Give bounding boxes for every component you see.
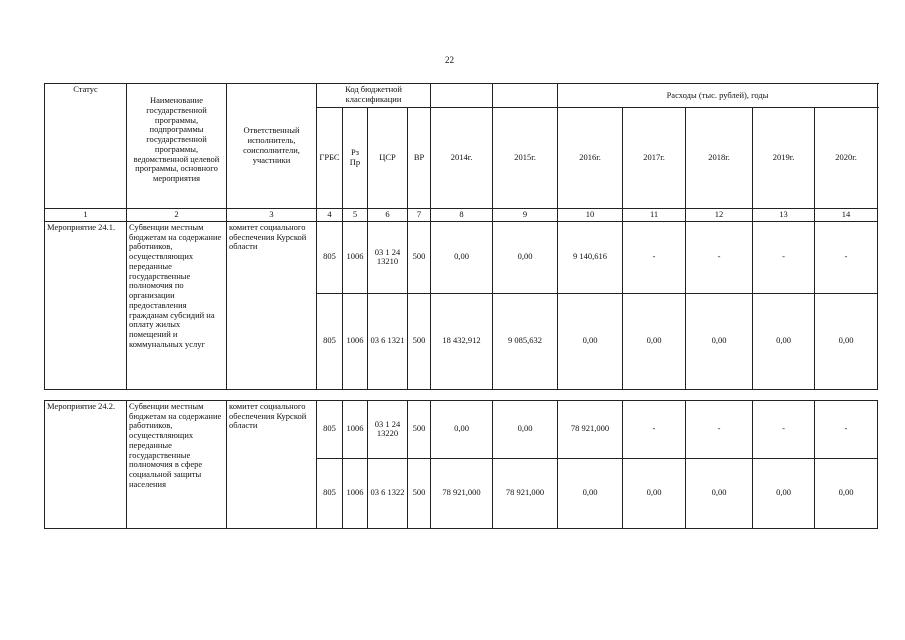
measure-responsible: комитет социального обеспечения Курской области: [227, 221, 317, 389]
table-row: [45, 400, 878, 458]
cell-grbs: 805: [317, 400, 343, 458]
cell-value: 0,00: [623, 458, 686, 528]
header-year: 2015г.: [493, 108, 558, 209]
header-year: 2016г.: [558, 108, 623, 209]
cell-value: 9 140,616: [558, 221, 623, 293]
page-number: 22: [445, 55, 454, 65]
header-program-name: Наименование государственной программы, подпрограммы государственной программы, ведомственной целевой программы, основного мероприятия: [127, 84, 227, 209]
cell-value: 78 921,000: [431, 458, 493, 528]
cell-value: -: [686, 221, 753, 293]
spacer-cell: [45, 389, 878, 400]
column-number: 11: [623, 209, 686, 222]
measure-name: Субвенции местным бюджетам на содержание работников, осуществляющих переданные государственные полномочия по организации предоставления гражданам субсидий на оплату жилых помещений и коммунальных услуг: [127, 221, 227, 389]
cell-value: 78 921,000: [558, 400, 623, 458]
column-number: 9: [493, 209, 558, 222]
header-year: 2018г.: [686, 108, 753, 209]
header-empty-1: [431, 84, 493, 108]
cell-value: -: [815, 221, 878, 293]
column-number: 4: [317, 209, 343, 222]
cell-value: 9 085,632: [493, 293, 558, 389]
header-csr: ЦСР: [368, 108, 408, 209]
header-year: 2014г.: [431, 108, 493, 209]
cell-vr: 500: [408, 293, 431, 389]
cell-grbs: 805: [317, 458, 343, 528]
measure-responsible: комитет социального обеспечения Курской области: [227, 400, 317, 528]
header-budget-code: Код бюджетной классификации: [317, 84, 431, 108]
table-row: [45, 221, 878, 293]
column-number-row: [45, 209, 878, 222]
cell-value: -: [623, 221, 686, 293]
cell-value: 0,00: [431, 400, 493, 458]
header-expenses: Расходы (тыс. рублей), годы: [558, 84, 878, 108]
cell-value: 0,00: [493, 221, 558, 293]
cell-grbs: 805: [317, 221, 343, 293]
measure-status: Мероприятие 24.2.: [45, 400, 127, 528]
measure-status: Мероприятие 24.1.: [45, 221, 127, 389]
cell-csr: 03 6 1321: [368, 293, 408, 389]
cell-grbs: 805: [317, 293, 343, 389]
cell-value: 78 921,000: [493, 458, 558, 528]
cell-value: 0,00: [623, 293, 686, 389]
column-number: 1: [45, 209, 127, 222]
column-number: 14: [815, 209, 878, 222]
cell-vr: 500: [408, 458, 431, 528]
column-number: 6: [368, 209, 408, 222]
cell-vr: 500: [408, 400, 431, 458]
cell-value: 0,00: [558, 458, 623, 528]
column-number: 12: [686, 209, 753, 222]
budget-table: [44, 83, 878, 529]
header-rzpr: Рз Пр: [343, 108, 368, 209]
column-number: 13: [753, 209, 815, 222]
cell-value: 0,00: [815, 293, 878, 389]
cell-value: -: [815, 400, 878, 458]
cell-value: 0,00: [493, 400, 558, 458]
cell-rzpr: 1006: [343, 400, 368, 458]
cell-value: -: [753, 221, 815, 293]
header-year: 2017г.: [623, 108, 686, 209]
cell-vr: 500: [408, 221, 431, 293]
cell-rzpr: 1006: [343, 293, 368, 389]
column-number: 10: [558, 209, 623, 222]
header-row-1: [45, 84, 878, 108]
cell-value: 0,00: [753, 293, 815, 389]
column-number: 5: [343, 209, 368, 222]
cell-value: 0,00: [558, 293, 623, 389]
cell-value: -: [753, 400, 815, 458]
cell-value: 0,00: [815, 458, 878, 528]
cell-csr: 03 6 1322: [368, 458, 408, 528]
cell-csr: 03 1 24 13210: [368, 221, 408, 293]
column-number: 2: [127, 209, 227, 222]
header-vr: ВР: [408, 108, 431, 209]
header-year: 2019г.: [753, 108, 815, 209]
header-year: 2020г.: [815, 108, 878, 209]
column-number: 8: [431, 209, 493, 222]
cell-value: 0,00: [686, 458, 753, 528]
header-responsible: Ответственный исполнитель, соисполнители, участники: [227, 84, 317, 209]
cell-rzpr: 1006: [343, 221, 368, 293]
header-status: Статус: [45, 84, 127, 209]
column-number: 3: [227, 209, 317, 222]
header-grbs: ГРБС: [317, 108, 343, 209]
cell-value: 0,00: [686, 293, 753, 389]
cell-value: -: [623, 400, 686, 458]
cell-value: 0,00: [753, 458, 815, 528]
cell-value: -: [686, 400, 753, 458]
spacer-row: [45, 389, 878, 400]
cell-rzpr: 1006: [343, 458, 368, 528]
cell-csr: 03 1 24 13220: [368, 400, 408, 458]
measure-name: Субвенции местным бюджетам на содержание работников, осуществляющих переданные государственные полномочия в сфере социальной защиты населения: [127, 400, 227, 528]
cell-value: 0,00: [431, 221, 493, 293]
header-empty-2: [493, 84, 558, 108]
column-number: 7: [408, 209, 431, 222]
cell-value: 18 432,912: [431, 293, 493, 389]
